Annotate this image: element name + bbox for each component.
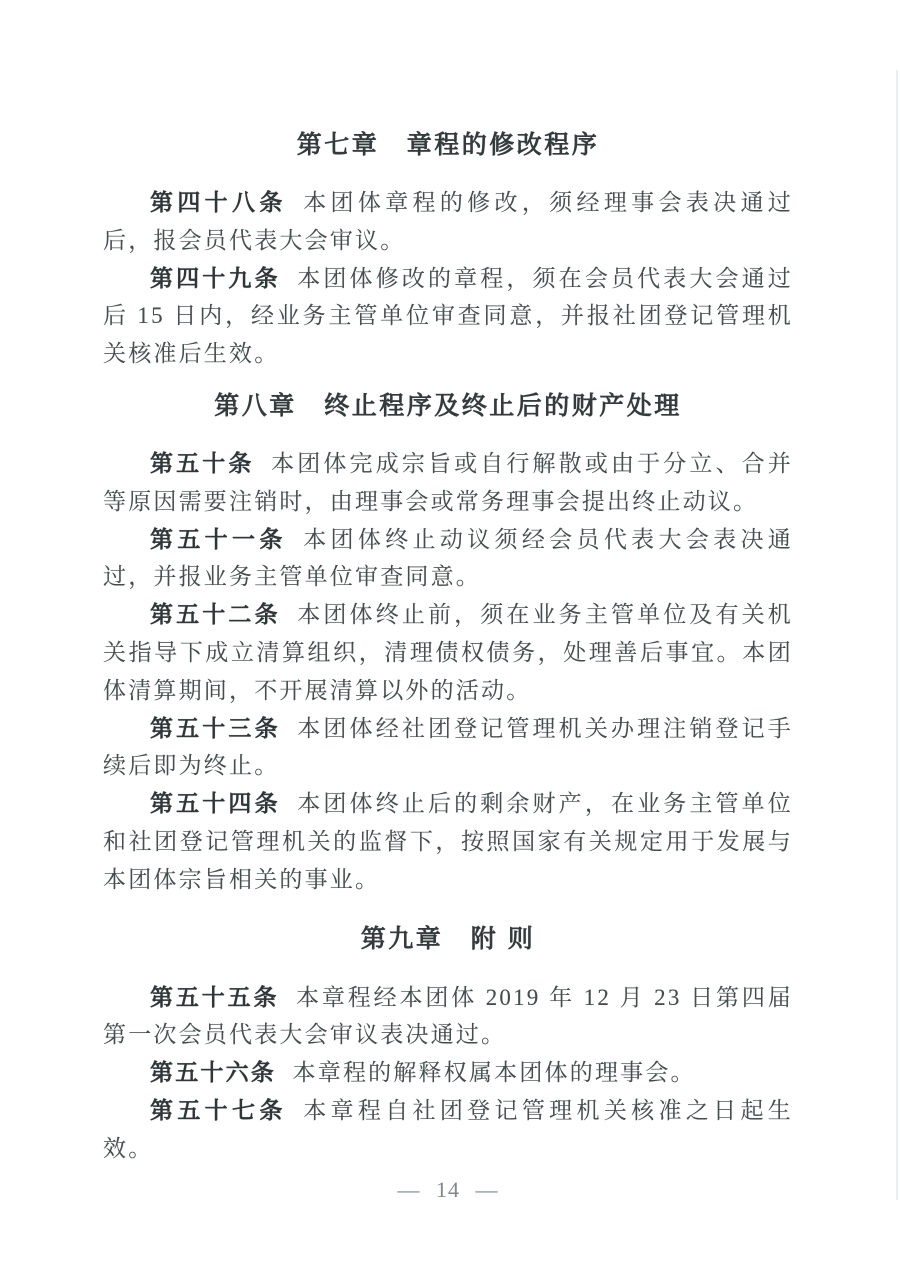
article-57-text: 本章程自社团登记管理机关核准之日起生效。 [103, 1097, 794, 1161]
chapter-9-heading: 第九章 附 则 [360, 924, 536, 953]
article-55-text: 本章程经本团体 2019 年 12 月 23 日第四届第一次会员代表大会审议表决通过。 [103, 984, 794, 1048]
article-55-number: 第五十五条 [150, 984, 280, 1010]
document-content [103, 129, 793, 1205]
article-55 [103, 979, 793, 1055]
article-54-number: 第五十四条 [150, 791, 281, 817]
article-53 [103, 710, 793, 786]
article-48-text: 本团体章程的修改，须经理事会表决通过后，报会员代表大会审议。 [103, 190, 794, 253]
article-51-number: 第五十一条 [150, 526, 287, 552]
article-52 [103, 596, 793, 709]
article-53-text: 本团体经社团登记管理机关办理注销登记手续后即为终止。 [103, 715, 794, 779]
article-56 [103, 1054, 793, 1092]
article-49-text: 本团体修改的章程，须在会员代表大会通过后 15 日内，经业务主管单位审查同意，并报社团登记管理机关核准后生效。 [103, 265, 794, 367]
article-50-number: 第五十条 [150, 450, 255, 476]
article-56-number: 第五十六条 [150, 1060, 276, 1086]
article-56-text: 本章程的解释权属本团体的理事会。 [292, 1060, 696, 1086]
article-48-number: 第四十八条 [150, 190, 287, 215]
article-48 [103, 184, 793, 260]
article-51-text: 本团体终止动议须经会员代表大会表决通过，并报业务主管单位审查同意。 [103, 526, 794, 590]
article-52-text: 本团体终止前，须在业务主管单位及有关机关指导下成立清算组织，清理债权债务，处理善后事宜。本团体清算期间，不开展清算以外的活动。 [103, 602, 794, 703]
article-50-text: 本团体完成宗旨或自行解散或由于分立、合并等原因需要注销时，由理事会或常务理事会提出终止动议。 [103, 450, 794, 514]
article-53-number: 第五十三条 [150, 715, 281, 741]
article-54 [103, 785, 793, 898]
scan-edge-artifact [896, 70, 898, 1200]
chapter-8-heading: 第八章 终止程序及终止后的财产处理 [214, 391, 682, 420]
article-54-text: 本团体终止后的剩余财产，在业务主管单位和社团登记管理机关的监督下，按照国家有关规定用于发展与本团体宗旨相关的事业。 [103, 791, 794, 892]
article-57 [103, 1092, 793, 1168]
chapter-7-heading: 第七章 章程的修改程序 [296, 131, 600, 159]
article-52-number: 第五十二条 [150, 602, 281, 628]
article-49 [103, 260, 793, 373]
article-50 [103, 445, 793, 521]
article-57-number: 第五十七条 [150, 1097, 287, 1123]
article-49-number: 第四十九条 [150, 265, 281, 291]
page-number: — 14 — [397, 1176, 499, 1202]
article-51 [103, 521, 793, 597]
